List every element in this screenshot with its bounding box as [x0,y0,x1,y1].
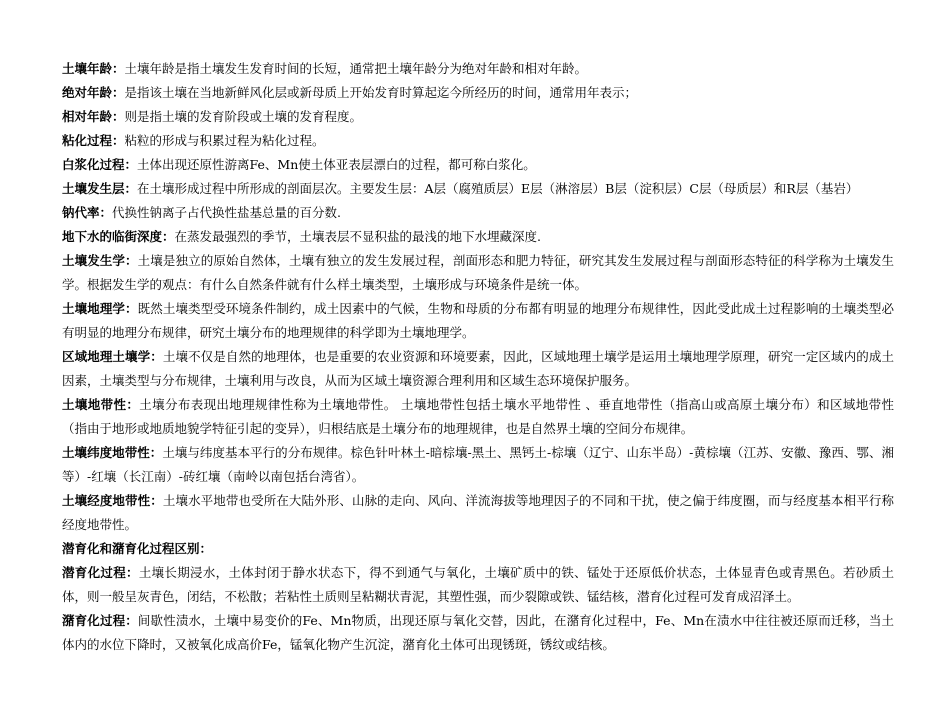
entry-albic-process [62,153,894,177]
term-definition: 粘粒的形成与积累过程为粘化过程。 [124,133,325,148]
term-label: 绝对年龄： [62,85,125,100]
term-definition: 则是指土壤的发育阶段或土壤的发育程度。 [124,109,363,124]
term-label: 钠代率： [62,205,113,220]
term-label: 土壤经度地带性： [62,493,163,508]
term-label: 土壤纬度地带性： [62,445,163,460]
term-label: 潜育化过程： [62,565,139,580]
term-definition: 土壤年龄是指土壤发生发育时间的长短，通常把土壤年龄分为绝对年龄和相对年龄。 [124,61,588,76]
term-definition: 土壤与纬度基本平行的分布规律。棕色针叶林土-暗棕壤-黑土、黑钙土-棕壤（辽宁、山东半岛）-黄棕壤（江苏、安徽、豫西、鄂、湘等）-红壤（长江南）-砖红壤（南岭以南包括台湾省）。 [62,445,894,484]
entry-latitudinal-zonality [62,441,894,489]
term-definition: 在土壤形成过程中所形成的剖面层次。主要发生层：A层（腐殖质层）E层（淋溶层）B层（淀积层）C层（母质层）和R层（基岩） [137,181,859,196]
entry-redox-process [62,609,894,657]
entry-sodium-ratio [62,201,894,225]
term-definition: 土壤水平地带也受所在大陆外形、山脉的走向、风向、洋流海拔等地理因子的不同和干扰，使之偏于纬度圈，而与经度基本相平行称经度地带性。 [62,493,894,532]
entry-soil-geography [62,297,894,345]
term-definition: 土壤分布表现出地理规律性称为土壤地带性。 土壤地带性包括土壤水平地带性 、垂直地带性（指高山或高原土壤分布）和区域地带性（指由于地形或地质地貌学特征引起的变异），归根结底是土壤分布的地理规律，也是自然界土壤的空间分布规律。 [62,397,894,436]
term-label: 粘化过程： [62,133,125,148]
entry-longitudinal-zonality [62,489,894,537]
entry-gleying-process [62,561,894,609]
term-label: 潴育化过程： [62,613,138,628]
heading-text: 潜育化和潴育化过程区别： [62,541,213,556]
entry-genetic-horizon [62,177,894,201]
entry-clay-formation [62,129,894,153]
term-label: 土壤地带性： [62,397,140,412]
term-definition: 是指该土壤在当地新鲜风化层或新母质上开始发育时算起迄今所经历的时间，通常用年表示； [124,85,638,100]
term-definition: 土壤长期浸水，土体封闭于静水状态下，得不到通气与氧化，土壤矿质中的铁、锰处于还原低价状态，土体显青色或青黑色。若砂质土体，则一般呈灰青色，闭结，不松散；若粘性土质则呈粘糊状青泥，其塑性强，而少裂隙或铁、锰结核，潜育化过程可发育成沼泽土。 [62,565,894,604]
term-definition: 土体出现还原性游离Fe、Mn使土体亚表层漂白的过程，都可称白浆化。 [137,157,536,172]
term-label: 土壤地理学： [62,301,138,316]
entry-regional-soil-geography [62,345,894,393]
term-definition: 土壤不仅是自然的地理体，也是重要的农业资源和环境要素，因此，区域地理土壤学是运用土壤地理学原理，研究一定区域内的成土因素，土壤类型与分布规律，土壤利用与改良，从而为区域土壤资源合理利用和区域生态环境保护服务。 [62,349,894,388]
term-definition: 土壤是独立的原始自然体，土壤有独立的发生发展过程，剖面形态和肥力特征，研究其发生发展过程与剖面形态特征的科学称为土壤发生学。根据发生学的观点：有什么自然条件就有什么样土壤类型，土壤形成与环境条件是统一体。 [62,253,894,292]
term-label: 土壤发生学： [62,253,138,268]
section-heading [62,537,894,561]
term-definition: 在蒸发最强烈的季节，土壤表层不显积盐的最浅的地下水埋藏深度. [174,229,541,244]
entry-critical-depth [62,225,894,249]
term-definition: 间歇性渍水，土壤中易变价的Fe、Mn物质，出现还原与氧化交替，因此，在潴育化过程中，Fe、Mn在渍水中往往被还原而迁移，当土体内的水位下降时，又被氧化成高价Fe，锰氧化物产生沉淀，潴育化土体可出现锈斑，锈纹或结核。 [62,613,894,652]
entry-relative-age [62,105,894,129]
entry-soil-zonality [62,393,894,441]
term-label: 地下水的临街深度： [62,229,175,244]
term-label: 相对年龄： [62,109,125,124]
term-definition: 代换性钠离子占代换性盐基总量的百分数. [112,205,341,220]
term-label: 白浆化过程： [62,157,138,172]
entry-absolute-age [62,81,894,105]
entry-soil-age [62,57,894,81]
document-page [62,57,894,657]
term-definition: 既然土壤类型受环境条件制约，成土因素中的气候，生物和母质的分布都有明显的地理分布规律性，因此受此成土过程影响的土壤类型必有明显的地理分布规律，研究土壤分布的地理规律的科学即为土壤地理学。 [62,301,894,340]
term-label: 土壤年龄： [62,61,125,76]
entry-soil-genesis [62,249,894,297]
term-label: 土壤发生层： [62,181,138,196]
term-label: 区域地理土壤学： [62,349,163,364]
